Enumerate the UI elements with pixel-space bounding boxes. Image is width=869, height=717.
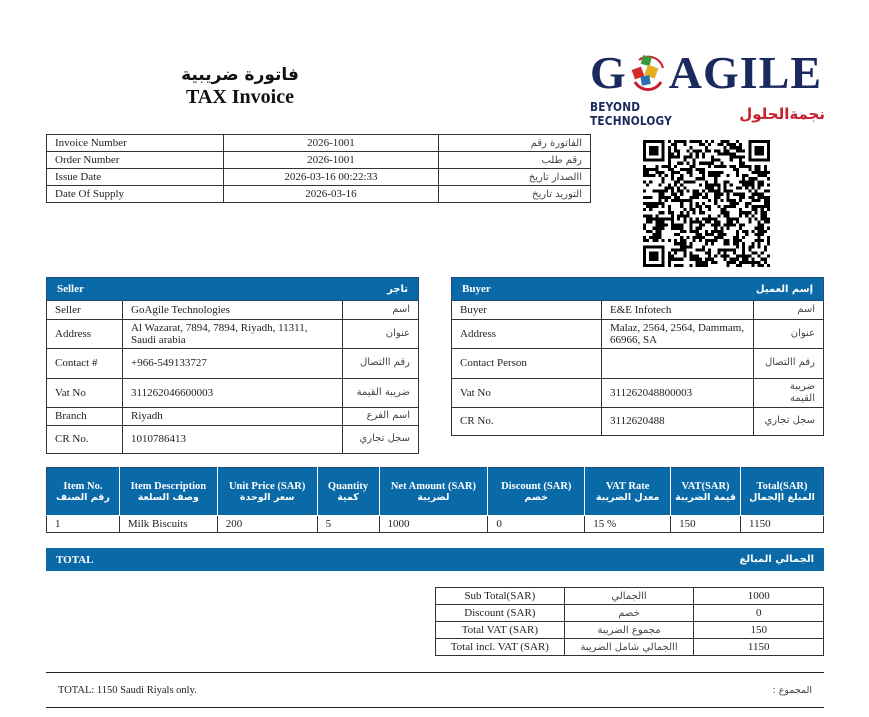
- meta-label: Order Number: [47, 152, 224, 169]
- meta-row: [47, 152, 591, 169]
- buyer-row: [452, 378, 824, 407]
- cell-item-no: 1: [47, 516, 120, 533]
- buyer-label-ar: عنوان: [754, 319, 824, 348]
- seller-row: [47, 378, 419, 407]
- buyer-label: CR No.: [452, 407, 602, 435]
- summary-row: [436, 639, 824, 656]
- items-header-row: [47, 468, 824, 516]
- buyer-value: 311262048800003: [602, 378, 754, 407]
- seller-value: 311262046600003: [123, 378, 343, 407]
- seller-header: [46, 277, 419, 301]
- summary-row: [436, 622, 824, 639]
- seller-row: [47, 301, 419, 319]
- summary-label: Total incl. VAT (SAR): [436, 639, 565, 656]
- buyer-label-ar: رقم االتصال: [754, 348, 824, 378]
- buyer-row: [452, 301, 824, 319]
- footer-total-text-ar: : المجموع: [772, 684, 812, 696]
- col-unit-price: Unit Price (SAR) سعر الوحدة: [217, 468, 317, 516]
- summary-value: 1150: [694, 639, 824, 656]
- seller-label-ar: اسم الفرع: [343, 407, 419, 425]
- seller-label: Address: [47, 319, 123, 348]
- title-english: TAX Invoice: [186, 86, 294, 108]
- col-total: Total(SAR) المبلغ اإلجمال: [741, 468, 824, 516]
- summary-label: Discount (SAR): [436, 605, 565, 622]
- buyer-label: Vat No: [452, 378, 602, 407]
- buyer-label-ar: ضريبة القيمة: [754, 378, 824, 407]
- buyer-label-ar: اسم: [754, 301, 824, 319]
- logo-tagline: BEYOND TECHNOLOGY: [590, 100, 672, 128]
- summary-label: Sub Total(SAR): [436, 588, 565, 605]
- title-arabic: فاتورة ضريبية: [181, 65, 299, 85]
- summary-label-ar: مجموع الضريبة: [564, 622, 694, 639]
- logo-arabic: نجمةالحلول: [739, 105, 825, 123]
- buyer-row: [452, 348, 824, 378]
- col-net-amount: Net Amount (SAR) لضريبة: [379, 468, 488, 516]
- col-item-description: Item Description وصف السلعة: [119, 468, 217, 516]
- line-items-table: [46, 467, 824, 533]
- logo-letter-g: G: [590, 47, 627, 98]
- totals-summary-table: [435, 587, 824, 656]
- seller-row: [47, 319, 419, 348]
- meta-label-ar: رقم طلب: [439, 152, 591, 169]
- cell-description: Milk Biscuits: [119, 516, 217, 533]
- buyer-header-label-ar: إسم العميل: [755, 283, 813, 295]
- seller-value: GoAgile Technologies: [123, 301, 343, 319]
- seller-label: Vat No: [47, 378, 123, 407]
- meta-label: Date Of Supply: [47, 186, 224, 203]
- meta-row: [47, 169, 591, 186]
- cell-vat: 150: [671, 516, 741, 533]
- invoice-meta-table: [46, 134, 591, 203]
- seller-label-ar: عنوان: [343, 319, 419, 348]
- seller-label-ar: ضريبة القيمة: [343, 378, 419, 407]
- meta-label-ar: التوريد تاريخ: [439, 186, 591, 203]
- meta-row: [47, 135, 591, 152]
- seller-header-label-ar: تاجر: [387, 283, 408, 295]
- buyer-value: Malaz, 2564, 2564, Dammam, 66966, SA: [602, 319, 754, 348]
- buyer-label: Contact Person: [452, 348, 602, 378]
- table-row: [47, 516, 824, 533]
- buyer-section: [451, 277, 824, 436]
- meta-label: Invoice Number: [47, 135, 224, 152]
- seller-table: [46, 301, 419, 454]
- buyer-label: Address: [452, 319, 602, 348]
- seller-value: 1010786413: [123, 425, 343, 453]
- seller-row: [47, 407, 419, 425]
- logo-agile: AGILE: [668, 47, 823, 98]
- buyer-value: [602, 348, 754, 378]
- cell-net-amount: 1000: [379, 516, 488, 533]
- meta-label-ar: االصدار تاريخ: [439, 169, 591, 186]
- summary-label: Total VAT (SAR): [436, 622, 565, 639]
- meta-label-ar: الفاتورة رقم: [439, 135, 591, 152]
- qr-code-icon: [643, 140, 770, 267]
- meta-value: 2026-03-16: [223, 186, 439, 203]
- amount-in-words: [46, 672, 824, 708]
- col-vat-rate: VAT Rate معدل الضريبة: [585, 468, 671, 516]
- summary-value: 1000: [694, 588, 824, 605]
- seller-row: [47, 348, 419, 378]
- seller-label-ar: سجل تجاري: [343, 425, 419, 453]
- company-logo: [590, 47, 825, 128]
- seller-label-ar: رقم االتصال: [343, 348, 419, 378]
- summary-label-ar: االجمالي: [564, 588, 694, 605]
- summary-row: [436, 605, 824, 622]
- meta-label: Issue Date: [47, 169, 224, 186]
- col-discount: Discount (SAR) خصم: [488, 468, 585, 516]
- seller-header-label: Seller: [57, 283, 84, 295]
- seller-row: [47, 425, 419, 453]
- col-item-no: Item No. رقم الصنف: [47, 468, 120, 516]
- total-label-ar: الجمالي المبالغ: [739, 554, 814, 565]
- seller-label: Contact #: [47, 348, 123, 378]
- col-vat: VAT(SAR) قيمة الضريبة: [671, 468, 741, 516]
- total-label: TOTAL: [56, 553, 94, 566]
- seller-label: Branch: [47, 407, 123, 425]
- seller-value: Al Wazarat, 7894, 7894, Riyadh, 11311, Saudi arabia: [123, 319, 343, 348]
- col-quantity: Quantity كمية: [317, 468, 379, 516]
- cell-total: 1150: [741, 516, 824, 533]
- cell-discount: 0: [488, 516, 585, 533]
- buyer-header: [451, 277, 824, 301]
- buyer-label-ar: سجل تجاري: [754, 407, 824, 435]
- seller-section: [46, 277, 419, 454]
- meta-value: 2026-1001: [223, 152, 439, 169]
- seller-label-ar: اسم: [343, 301, 419, 319]
- buyer-header-label: Buyer: [462, 283, 491, 295]
- puzzle-globe-icon: [629, 54, 667, 92]
- invoice-title: [160, 64, 320, 108]
- seller-value: +966-549133727: [123, 348, 343, 378]
- seller-label: Seller: [47, 301, 123, 319]
- meta-value: 2026-03-16 00:22:33: [223, 169, 439, 186]
- cell-unit-price: 200: [217, 516, 317, 533]
- summary-row: [436, 588, 824, 605]
- seller-label: CR No.: [47, 425, 123, 453]
- summary-label-ar: خصم: [564, 605, 694, 622]
- summary-value: 150: [694, 622, 824, 639]
- meta-row: [47, 186, 591, 203]
- seller-value: Riyadh: [123, 407, 343, 425]
- summary-value: 0: [694, 605, 824, 622]
- buyer-label: Buyer: [452, 301, 602, 319]
- buyer-value: E&E Infotech: [602, 301, 754, 319]
- buyer-table: [451, 301, 824, 436]
- total-section-header: [46, 548, 824, 571]
- footer-total-text: TOTAL: 1150 Saudi Riyals only.: [58, 684, 197, 696]
- buyer-value: 3112620488: [602, 407, 754, 435]
- buyer-row: [452, 407, 824, 435]
- meta-value: 2026-1001: [223, 135, 439, 152]
- cell-quantity: 5: [317, 516, 379, 533]
- cell-vat-rate: 15 %: [585, 516, 671, 533]
- summary-label-ar: االجمالي شامل الضريبة: [564, 639, 694, 656]
- buyer-row: [452, 319, 824, 348]
